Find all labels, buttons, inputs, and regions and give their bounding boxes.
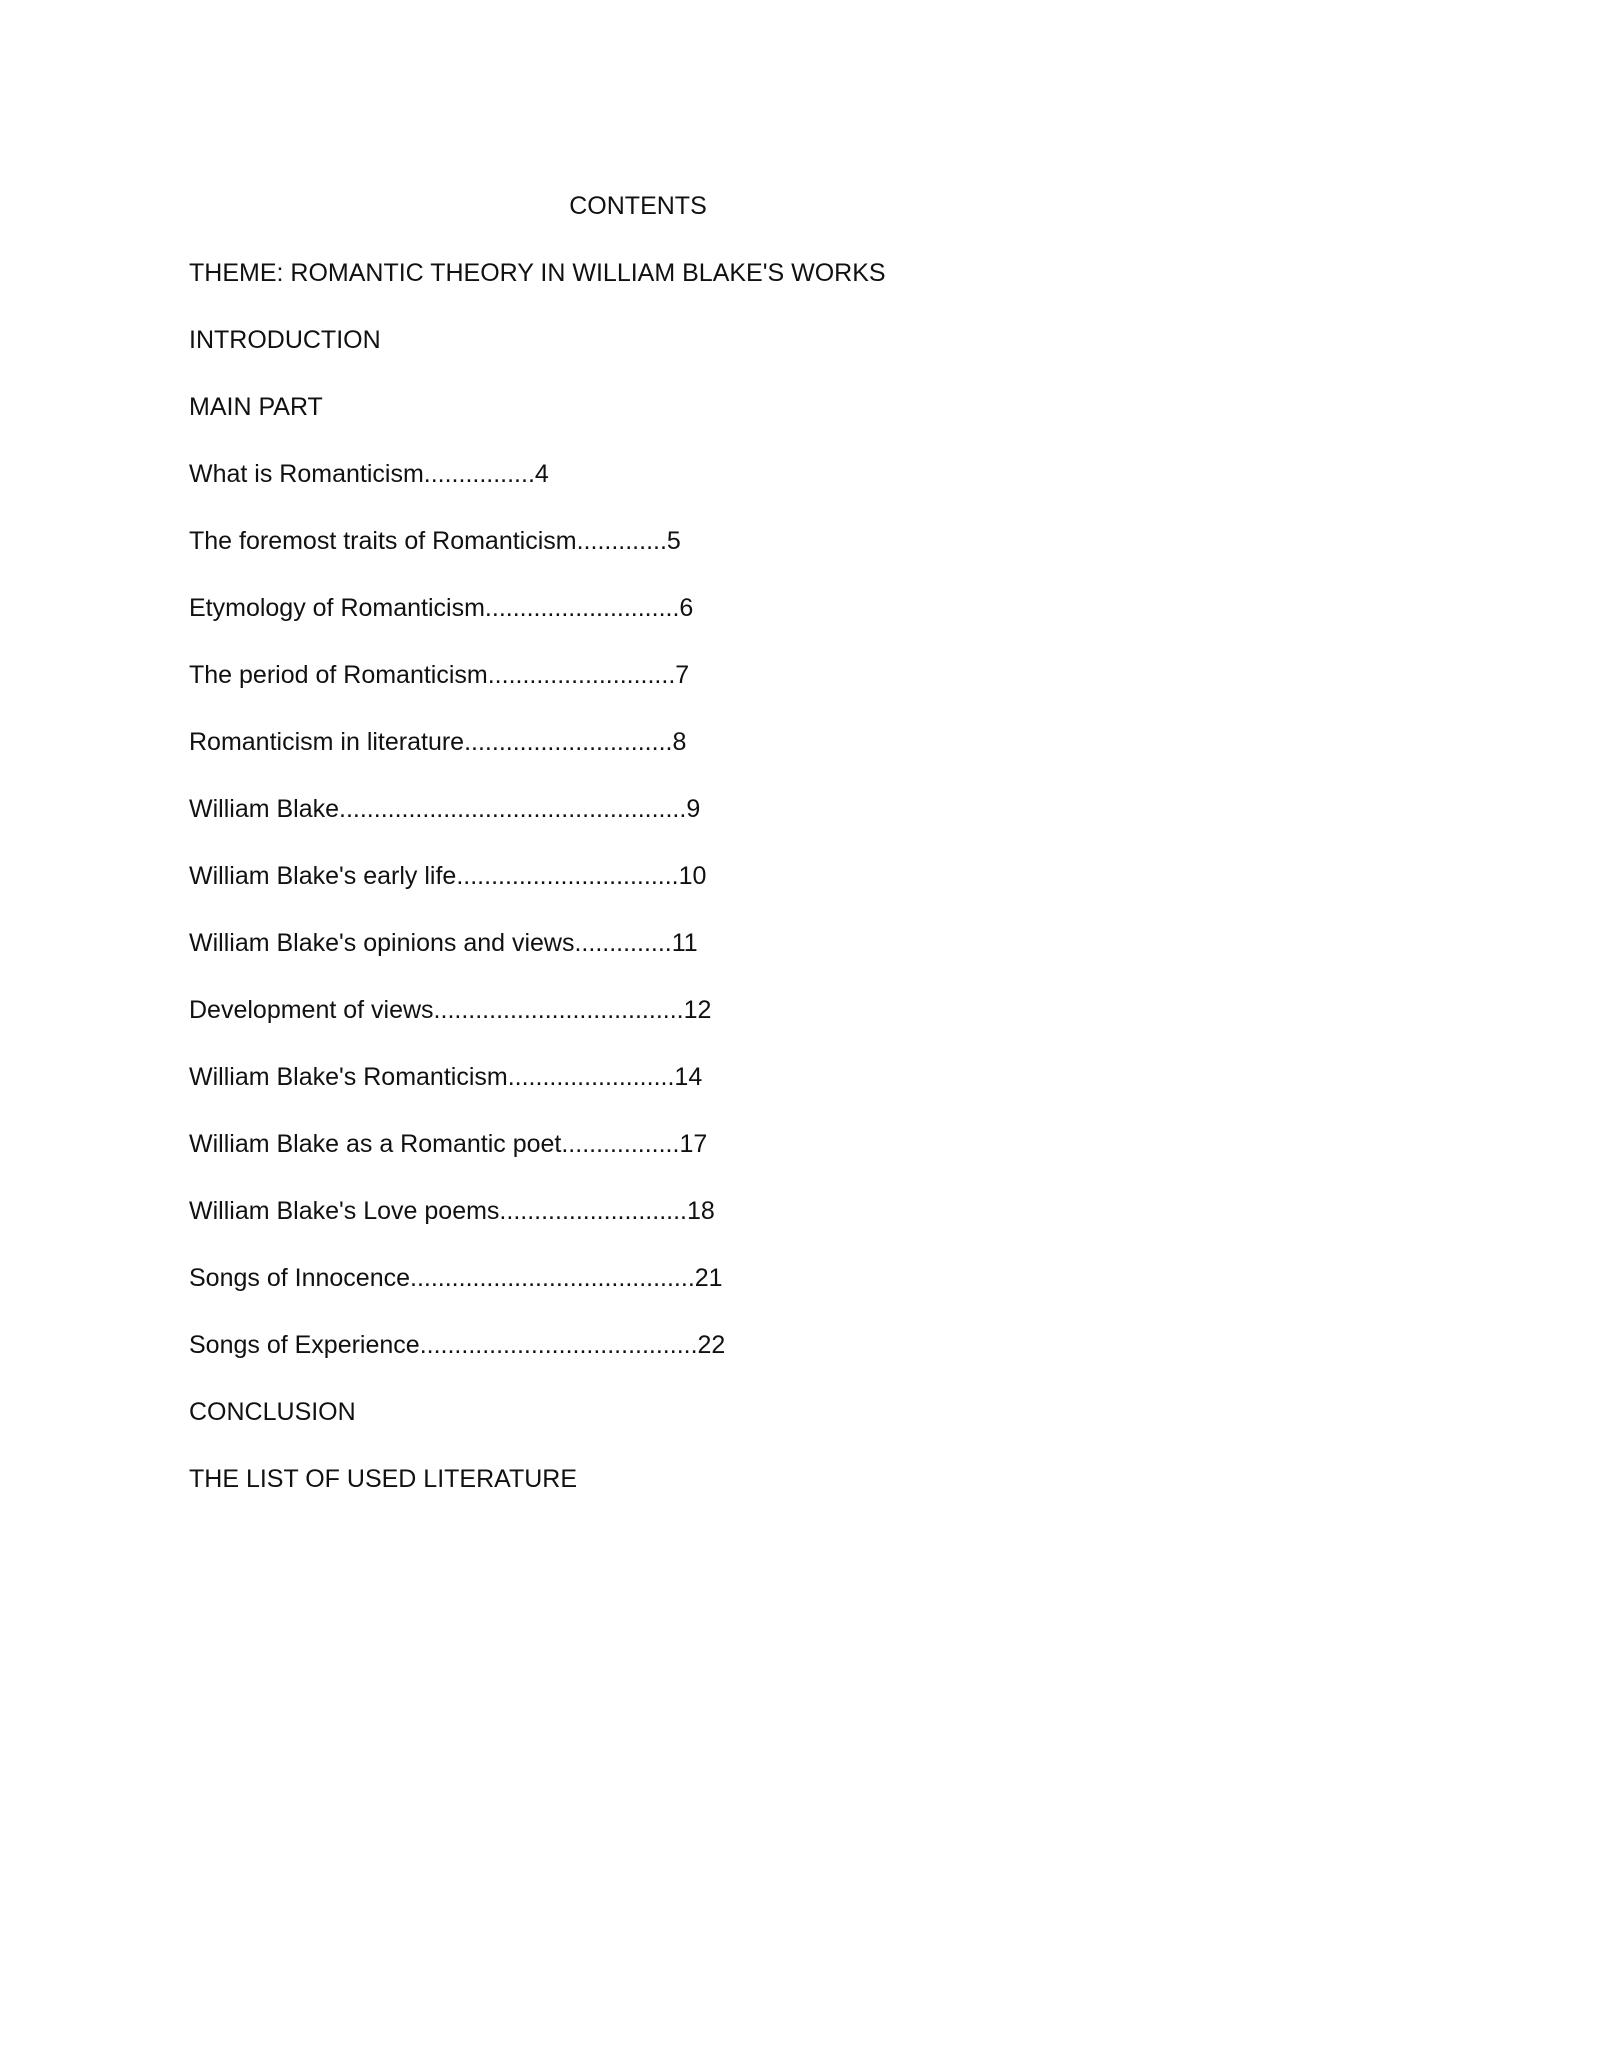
toc-theme: THEME: ROMANTIC THEORY IN WILLIAM BLAKE'S WORKS xyxy=(189,259,886,287)
contents-heading: CONTENTS xyxy=(569,192,707,220)
toc-entry-romanticism-in-literature: Romanticism in literature..............................8 xyxy=(189,728,687,756)
toc-main-part: MAIN PART xyxy=(189,393,323,421)
toc-entry-romantic-poet: William Blake as a Romantic poet.................17 xyxy=(189,1130,708,1158)
toc-entry-etymology: Etymology of Romanticism............................6 xyxy=(189,594,694,622)
toc-entry-what-is-romanticism: What is Romanticism................4 xyxy=(189,460,549,488)
toc-entry-love-poems: William Blake's Love poems...........................18 xyxy=(189,1197,715,1225)
toc-used-literature: THE LIST OF USED LITERATURE xyxy=(189,1465,578,1493)
toc-entry-blakes-romanticism: William Blake's Romanticism........................14 xyxy=(189,1063,703,1091)
toc-entry-development-of-views: Development of views....................................12 xyxy=(189,996,712,1024)
toc-introduction: INTRODUCTION xyxy=(189,326,381,354)
toc-conclusion: CONCLUSION xyxy=(189,1398,356,1426)
toc-entry-period: The period of Romanticism...........................7 xyxy=(189,661,690,689)
toc-entry-songs-of-innocence: Songs of Innocence.........................................21 xyxy=(189,1264,723,1292)
toc-entry-foremost-traits: The foremost traits of Romanticism.............5 xyxy=(189,527,681,555)
table-of-contents xyxy=(189,257,886,1530)
toc-entry-early-life: William Blake's early life................................10 xyxy=(189,862,707,890)
toc-entry-william-blake: William Blake..................................................9 xyxy=(189,795,701,823)
toc-entry-songs-of-experience: Songs of Experience........................................22 xyxy=(189,1331,726,1359)
toc-entry-opinions-and-views: William Blake's opinions and views..............11 xyxy=(189,929,698,957)
